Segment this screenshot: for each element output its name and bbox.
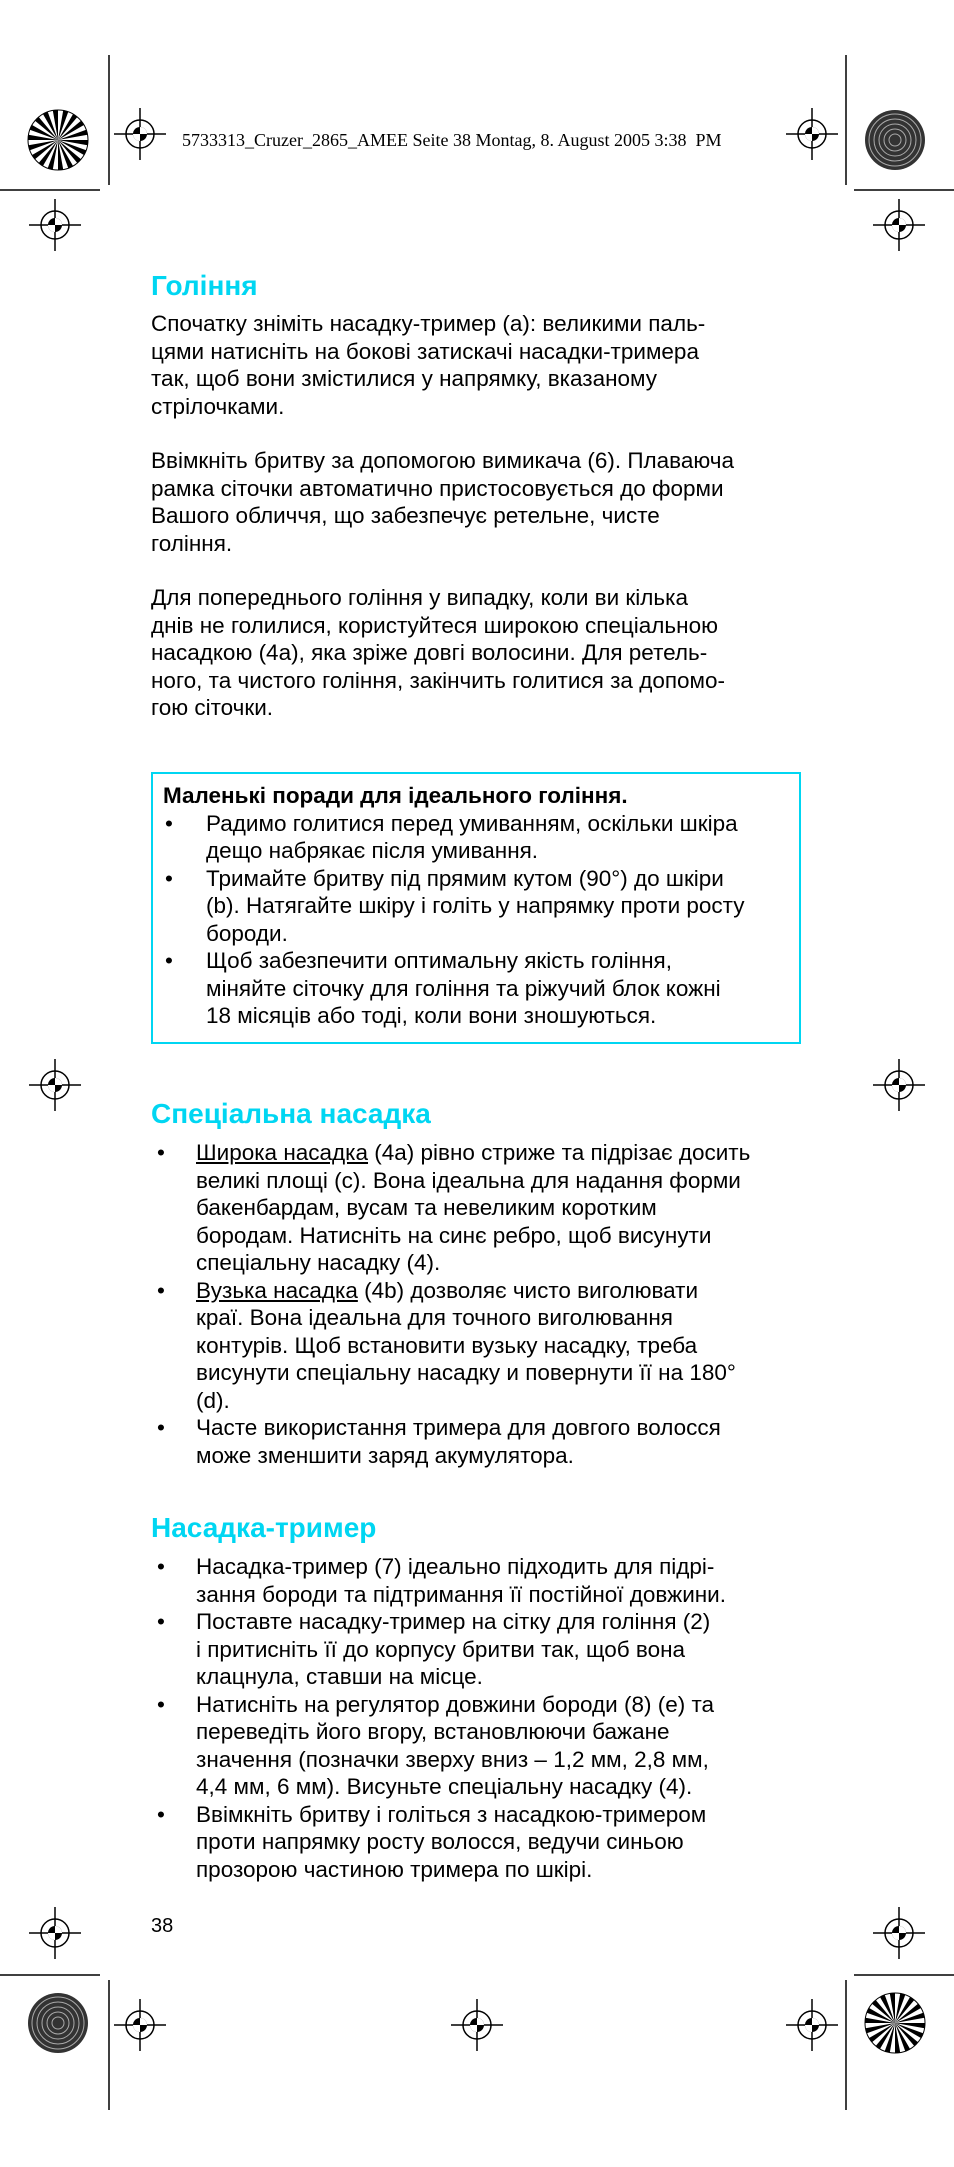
text-line: спеціальну насадку (4). bbox=[196, 1250, 441, 1275]
bullet-icon: • bbox=[157, 1691, 165, 1717]
trimmer-list bbox=[151, 1553, 831, 1883]
bullet-icon: • bbox=[165, 810, 173, 836]
tips-list bbox=[163, 810, 789, 1030]
list-item bbox=[163, 865, 789, 948]
text-line: і притисніть її до корпусу бритви так, щоб вона bbox=[196, 1636, 686, 1662]
text-line: Насадка-тример (7) ідеально підходить для підрі- bbox=[196, 1554, 715, 1579]
term-narrow-attachment: Вузька насадка bbox=[196, 1277, 358, 1303]
text-line: 4,4 мм, 6 мм). Висуньте спеціальну насадку (4). bbox=[196, 1774, 693, 1799]
text-line: краї. Вона ідеальна для точного виголювання bbox=[196, 1305, 673, 1330]
text-fragment: (4b) дозволяє чисто виголювати bbox=[357, 1277, 699, 1303]
text-line: переведіть його вгору, встановлюючи бажане bbox=[196, 1719, 670, 1744]
text-line: Для попереднього гоління у випадку, коли ви кілька bbox=[151, 585, 688, 610]
special-list bbox=[151, 1139, 831, 1469]
text-line: Вашого обличчя, що забезпечує ретельне, чисте bbox=[151, 503, 660, 528]
text-line: зання бороди та підтримання її постійної довжини. bbox=[196, 1581, 727, 1607]
text-line: Ввімкніть бритву за допомогою вимикача (6). Плаваюча bbox=[151, 448, 735, 473]
text-line: Поставте насадку-тример на сітку для гоління (2) bbox=[196, 1609, 711, 1634]
text-line: міняйте сіточку для гоління та ріжучий блок кожні bbox=[206, 975, 721, 1001]
text-line: Натисніть на регулятор довжини бороди (8) (e) та bbox=[196, 1691, 715, 1717]
print-header: 5733313_Cruzer_2865_AMEE Seite 38 Montag, 8. August 2005 3:38 PM bbox=[182, 130, 722, 150]
text-line: бакенбардам, вусам та невеликим коротким bbox=[196, 1195, 657, 1220]
text-line: Ввімкніть бритву і голіться з насадкою-тримером bbox=[196, 1801, 707, 1827]
text-line: клацнула, ставши на місце. bbox=[196, 1664, 483, 1689]
text-line: (b). Натягайте шкіру і голіть у напрямку проти росту bbox=[206, 893, 745, 918]
text-line: цями натисніть на бокові затискачі насадки-тримера bbox=[151, 338, 699, 364]
term-wide-attachment: Широка насадка bbox=[196, 1140, 369, 1165]
bullet-icon: • bbox=[157, 1277, 165, 1303]
bullet-icon: • bbox=[157, 1415, 165, 1440]
text-line: стрілочками. bbox=[151, 393, 285, 419]
text-line: Радимо голитися перед умиванням, оскільки шкіра bbox=[206, 810, 738, 836]
bullet-icon: • bbox=[165, 865, 173, 891]
section-title-special: Спеціальна насадка bbox=[151, 1098, 431, 1129]
tips-title: Маленькі поради для ідеального гоління. bbox=[163, 783, 628, 808]
text-line: контурів. Щоб встановити вузьку насадку, треба bbox=[196, 1332, 698, 1358]
list-item bbox=[151, 1801, 831, 1884]
text-line: гоління. bbox=[151, 530, 233, 556]
text-line: Спочатку зніміть насадку-тример (a): великими паль- bbox=[151, 311, 706, 336]
list-item bbox=[163, 810, 789, 865]
text-line: великі площі (c). Вона ідеальна для надання форми bbox=[196, 1167, 741, 1193]
tips-box bbox=[151, 772, 801, 1044]
text-line: насадкою (4a), яка зріже довгі волосини. Для ретель- bbox=[151, 640, 708, 665]
list-item bbox=[151, 1608, 831, 1691]
text-line: бородам. Натисніть на синє ребро, щоб висунути bbox=[196, 1222, 712, 1248]
text-line: гою сіточки. bbox=[151, 695, 274, 720]
text-line: так, щоб вони змістилися у напрямку, вказаному bbox=[151, 366, 657, 391]
text-line: днів не голилися, користуйтеся широкою спеціальною bbox=[151, 612, 718, 638]
shaving-paragraph bbox=[151, 310, 831, 420]
text-line: 18 місяців або тоді, коли вони зношуються. bbox=[206, 1003, 657, 1028]
text-line: дещо набрякає після умивання. bbox=[206, 838, 539, 863]
list-item bbox=[151, 1277, 831, 1415]
text-line: ного, та чистого гоління, закінчить голитися за допомо- bbox=[151, 667, 726, 693]
text-line: Щоб забезпечити оптимальну якість гоління, bbox=[206, 948, 672, 973]
text-line: проти напрямку росту волосся, ведучи синьою bbox=[196, 1829, 684, 1854]
list-item bbox=[151, 1553, 831, 1608]
text-line: Часте використання тримера для довгого волосся bbox=[196, 1415, 721, 1440]
section-trimmer bbox=[151, 1512, 831, 1883]
list-item bbox=[151, 1691, 831, 1801]
text-line: бороди. bbox=[206, 920, 288, 946]
text-line: прозорою частиною тримера по шкірі. bbox=[196, 1856, 593, 1882]
text-line bbox=[196, 1277, 831, 1305]
text-line: рамка сіточки автоматично пристосовується до форми bbox=[151, 475, 724, 501]
text-line bbox=[196, 1139, 831, 1167]
section-special bbox=[151, 1098, 831, 1469]
bullet-icon: • bbox=[165, 948, 173, 973]
shaving-paragraph bbox=[151, 584, 831, 722]
text-line: значення (позначки зверху вниз – 1,2 мм, 2,8 мм, bbox=[196, 1746, 709, 1772]
list-item bbox=[151, 1414, 831, 1469]
list-item bbox=[151, 1139, 831, 1277]
text-line: Тримайте бритву під прямим кутом (90°) до шкіри bbox=[206, 865, 724, 891]
section-title-trimmer: Насадка-тример bbox=[151, 1512, 377, 1543]
section-title-shaving: Гоління bbox=[151, 270, 258, 301]
text-line: (d). bbox=[196, 1387, 230, 1413]
shaving-paragraph bbox=[151, 447, 831, 557]
text-fragment: (4a) рівно стриже та підрізає досить bbox=[368, 1140, 751, 1165]
page-number: 38 bbox=[151, 1915, 174, 1937]
text-line: висунути спеціальну насадку и повернути її на 180° bbox=[196, 1360, 736, 1385]
bullet-icon: • bbox=[157, 1554, 165, 1579]
bullet-icon: • bbox=[157, 1609, 165, 1634]
text-line: може зменшити заряд акумулятора. bbox=[196, 1442, 574, 1468]
section-shaving bbox=[151, 270, 831, 722]
bullet-icon: • bbox=[157, 1140, 165, 1165]
list-item bbox=[163, 947, 789, 1030]
bullet-icon: • bbox=[157, 1801, 165, 1827]
